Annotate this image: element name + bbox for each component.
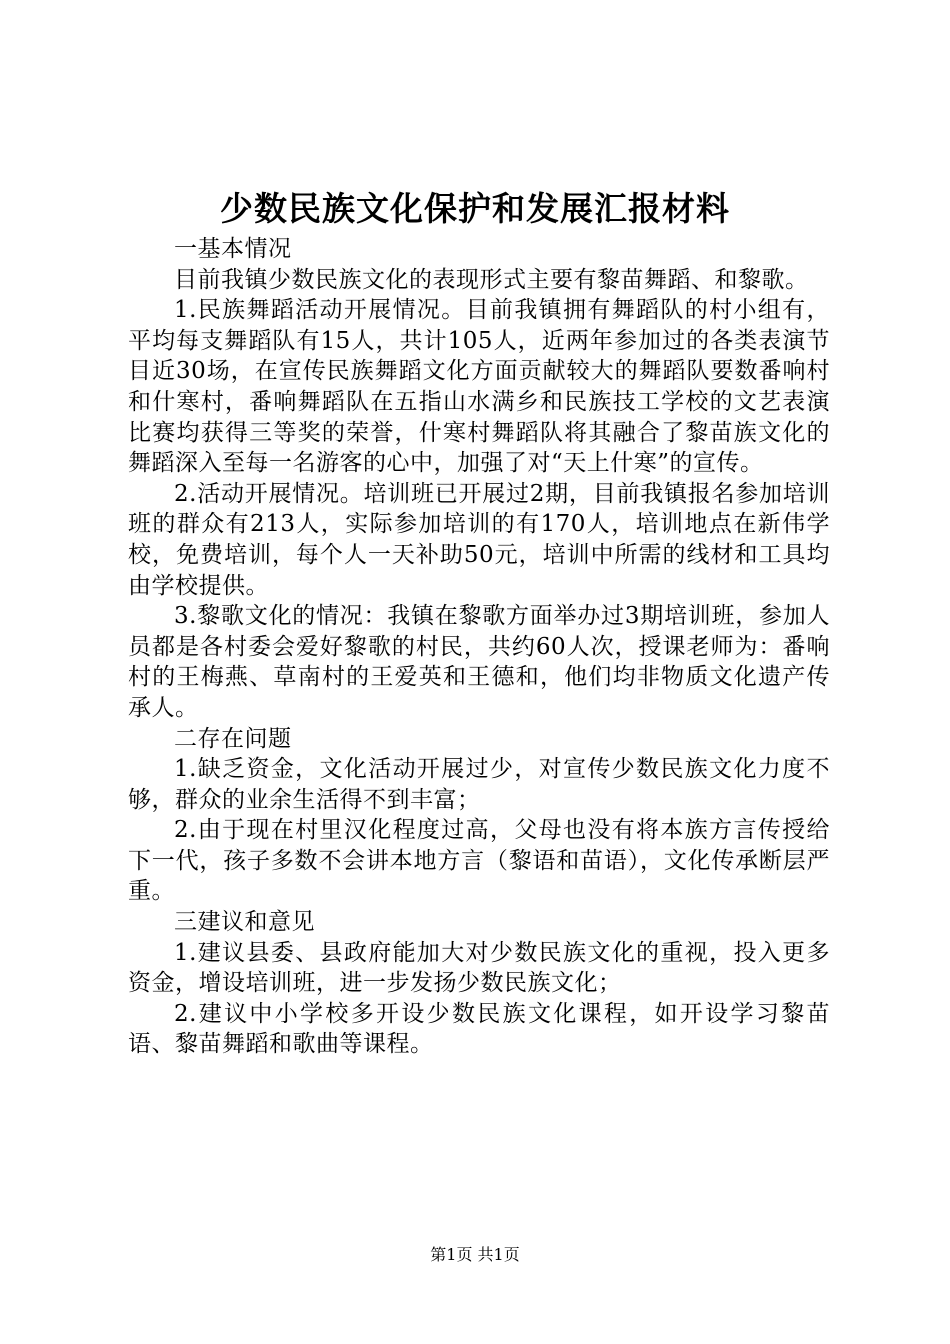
paragraph-suggestion-government: 1.建议县委、县政府能加大对少数民族文化的重视，投入更多资金，增设培训班，进一步发扬少数民族文化；	[128, 939, 830, 997]
paragraph-problem-funding: 1.缺乏资金，文化活动开展过少，对宣传少数民族文化力度不够，群众的业余生活得不到丰富；	[128, 756, 830, 813]
paragraph-dance-activities: 1.民族舞蹈活动开展情况。目前我镇拥有舞蹈队的村小组有，平均每支舞蹈队有15人，共计105人，近两年参加过的各类表演节目近30场，在宣传民族舞蹈文化方面贡献较大的舞蹈队要数番响村和什寒村，番响舞蹈队在五指山水满乡和民族技工学校的文艺表演比赛均获得三等奖的荣誉，什寒村舞蹈队将其融合了黎苗族文化的舞蹈深入至每一名游客的心中，加强了对“天上什寒”的宣传。	[128, 297, 830, 477]
page-footer: 第1页 共1页	[430, 1245, 520, 1264]
section-heading-problems: 二存在问题	[174, 725, 292, 752]
paragraph-intro: 目前我镇少数民族文化的表现形式主要有黎苗舞蹈、和黎歌。	[174, 266, 809, 293]
paragraph-training-activities: 2.活动开展情况。培训班已开展过2期，目前我镇报名参加培训班的群众有213人，实际参加培训的有170人，培训地点在新伟学校，免费培训，每个人一天补助50元，培训中所需的线材和工具均由学校提供。	[128, 480, 830, 599]
section-heading-suggestions: 三建议和意见	[174, 909, 315, 936]
paragraph-suggestion-schools: 2.建议中小学校多开设少数民族文化课程，如开设学习黎苗语、黎苗舞蹈和歌曲等课程。	[128, 1000, 830, 1058]
document-body	[128, 234, 830, 1060]
document-title: 少数民族文化保护和发展汇报材料	[220, 189, 730, 228]
section-heading-basic-situation: 一基本情况	[174, 236, 292, 262]
paragraph-problem-dialect: 2.由于现在村里汉化程度过高，父母也没有将本族方言传授给下一代，孩子多数不会讲本地方言（黎语和苗语），文化传承断层严重。	[128, 817, 830, 905]
paragraph-li-song-culture: 3.黎歌文化的情况：我镇在黎歌方面举办过3期培训班，参加人员都是各村委会爱好黎歌的村民，共约60人次，授课老师为：番响村的王梅燕、草南村的王爱英和王德和，他们均非物质文化遗产传承人。	[128, 603, 830, 721]
